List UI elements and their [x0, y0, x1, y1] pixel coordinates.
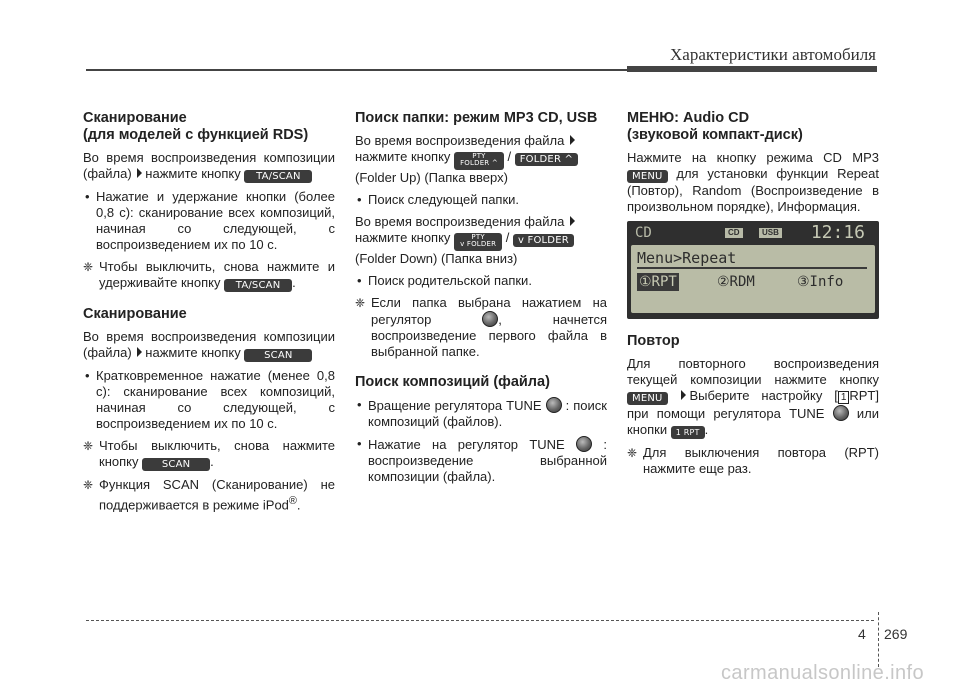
paragraph: Во время воспроизведения файла нажмите кнопку PTY FOLDER ^ / FOLDER ^ (Folder Up) (Папка вверх)	[355, 133, 607, 186]
play-arrow-icon	[681, 390, 686, 400]
lcd-cd-tag: CD	[725, 228, 743, 238]
section-title-folder-search: Поиск папки: режим MP3 CD, USB	[355, 110, 598, 126]
page-header-title: Характеристики автомобиля	[670, 45, 876, 64]
lcd-usb-tag: USB	[759, 228, 782, 238]
scan-button-icon: SCAN	[142, 458, 210, 471]
paragraph: Во время воспроизведения композиции (файла) нажмите кнопку TA/SCAN	[83, 150, 335, 182]
lcd-option-rpt: ①RPT	[639, 274, 677, 290]
lcd-display-image	[627, 221, 879, 319]
bullet-item: • Кратковременное нажатие (менее 0,8 с): сканирование всех композиций, начиная со следующей, с воспроизведением их по 10 с.	[83, 368, 335, 432]
column-middle	[355, 110, 607, 491]
section-title-scan: Сканирование	[83, 306, 187, 322]
bullet-item: • Нажатие и удержание кнопки (более 0,8 с): сканирование всех композиций, начиная со следующей, с воспроизведением их по 10 с.	[83, 189, 335, 253]
bullet-item: • Нажатие на регулятор TUNE : воспроизведение выбранной композиции (файла).	[355, 436, 607, 485]
lcd-option-info: ③Info	[797, 274, 844, 290]
paragraph: Во время воспроизведения композиции (файла) нажмите кнопку SCAN	[83, 329, 335, 361]
note-item: ❈ Для выключения повтора (RPT) нажмите еще раз.	[627, 445, 879, 477]
column-right	[627, 110, 879, 483]
tune-knob-icon	[546, 397, 562, 413]
scan-button-icon: SCAN	[244, 349, 312, 362]
tune-knob-icon	[576, 436, 592, 452]
note-item: ❈ Чтобы выключить, снова нажмите кнопку SCAN .	[83, 438, 335, 471]
number-one-icon: 1	[838, 391, 850, 404]
column-left	[83, 110, 335, 519]
lcd-menu-path: Menu>Repeat	[637, 249, 867, 269]
tune-knob-icon	[482, 311, 498, 327]
footer-divider	[878, 612, 879, 667]
paragraph: Для повторного воспроизведения текущей композиции нажмите кнопку MENU Выберите настройку [ 1 RPT] при помощи регулятора TUNE или кнопки 1 RPT .	[627, 356, 879, 437]
menu-button-icon: MENU	[627, 170, 668, 183]
paragraph: Во время воспроизведения файла нажмите кнопку PTY v FOLDER / v FOLDER (Folder Down) (Папка вниз)	[355, 214, 607, 267]
section-title-scan-rds: Сканирование (для моделей с функцией RDS)	[83, 110, 309, 143]
menu-button-icon: MENU	[627, 392, 668, 405]
bullet-item: • Поиск следующей папки.	[355, 192, 607, 208]
pty-folder-down-button-icon: PTY v FOLDER	[454, 233, 502, 251]
bullet-item: • Поиск родительской папки.	[355, 273, 607, 289]
page-number: 269	[884, 626, 908, 642]
note-item: ❈ Чтобы выключить, снова нажмите и удерживайте кнопку TA/SCAN .	[83, 259, 335, 292]
pty-folder-up-button-icon: PTY FOLDER ^	[454, 152, 504, 170]
rpt-button-icon: 1 RPT	[671, 426, 705, 439]
ta-scan-button-icon: TA/SCAN	[224, 279, 292, 292]
footer-rule	[86, 620, 874, 621]
ta-scan-button-icon: TA/SCAN	[244, 170, 312, 183]
section-title-track-search: Поиск композиций (файла)	[355, 374, 550, 390]
paragraph: Нажмите на кнопку режима CD MP3 MENU для установки функции Repeat (Повтор), Random (Воспроизведение в произвольном порядке), Информация.	[627, 150, 879, 214]
play-arrow-icon	[137, 168, 142, 178]
folder-up-button-icon: FOLDER ^	[515, 153, 578, 166]
tune-knob-icon	[833, 405, 849, 421]
play-arrow-icon	[137, 347, 142, 357]
header-accent-bar	[627, 66, 877, 72]
lcd-time: 12:16	[810, 222, 865, 243]
note-item: ❈ Функция SCAN (Сканирование) не поддерживается в режиме iPod®.	[83, 477, 335, 513]
chapter-number: 4	[858, 626, 866, 642]
play-arrow-icon	[570, 216, 575, 226]
section-title-repeat: Повтор	[627, 333, 680, 349]
section-title-menu-audio-cd: МЕНЮ: Audio CD (звуковой компакт-диск)	[627, 110, 803, 143]
watermark: carmanualsonline.info	[721, 662, 924, 684]
lcd-mode-label: CD	[635, 225, 652, 241]
lcd-option-rdm: ②RDM	[717, 274, 755, 290]
bullet-item: • Вращение регулятора TUNE : поиск композиций (файлов).	[355, 397, 607, 430]
note-item: ❈ Если папка выбрана нажатием на регулятор , начнется воспроизведение первого файла в выбранной папке.	[355, 295, 607, 360]
folder-down-button-icon: v FOLDER	[513, 234, 574, 247]
play-arrow-icon	[570, 135, 575, 145]
